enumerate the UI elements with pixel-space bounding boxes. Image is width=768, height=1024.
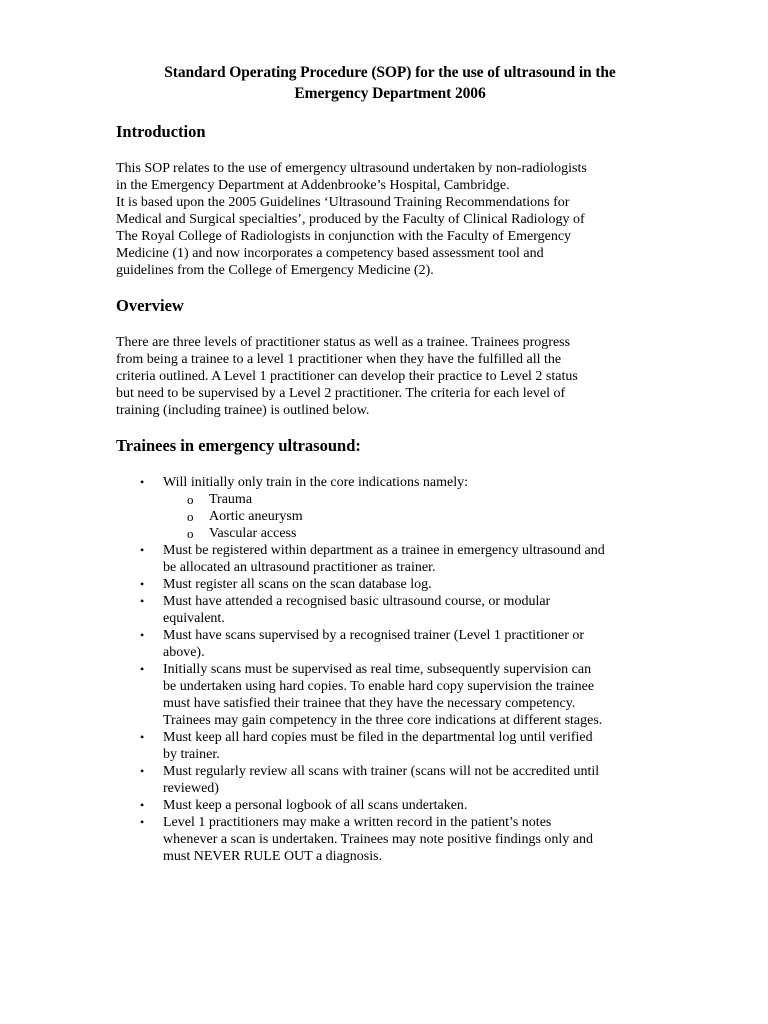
- list-item: [116, 814, 664, 865]
- title-line: Standard Operating Procedure (SOP) for the use of ultrasound in the: [164, 64, 616, 81]
- bullet-icon: •: [140, 628, 145, 642]
- list-item: [116, 763, 664, 797]
- sub-item-text: Aortic aneurysm: [209, 509, 303, 524]
- title-line: Emergency Department 2006: [294, 85, 486, 102]
- text-line: by trainer.: [163, 747, 220, 762]
- text-line: must NEVER RULE OUT a diagnosis.: [163, 849, 383, 864]
- text-line: It is based upon the 2005 Guidelines ‘Ultrasound Training Recommendations for: [116, 195, 570, 210]
- text-line: be undertaken using hard copies. To enable hard copy supervision the trainee: [163, 679, 595, 694]
- introduction-section: [116, 121, 664, 279]
- circle-bullet-icon: o: [187, 492, 194, 507]
- text-line: criteria outlined. A Level 1 practitioner can develop their practice to Level 2 status: [116, 369, 578, 384]
- list-item: [116, 593, 664, 627]
- text-line: Will initially only train in the core indications namely:: [163, 475, 469, 490]
- text-line: from being a trainee to a level 1 practitioner when they have the fulfilled all the: [116, 352, 562, 367]
- core-indications-list: [163, 491, 664, 542]
- bullet-icon: •: [140, 662, 145, 676]
- overview-paragraph: [116, 334, 664, 419]
- text-line: above).: [163, 645, 205, 660]
- introduction-heading: Introduction: [116, 122, 206, 141]
- text-line: Must regularly review all scans with trainer (scans will not be accredited until: [163, 764, 600, 779]
- list-item: [116, 797, 664, 814]
- sub-item-text: Vascular access: [209, 526, 297, 541]
- circle-bullet-icon: o: [187, 509, 194, 524]
- trainees-bullet-list: [116, 474, 664, 865]
- text-line: in the Emergency Department at Addenbrooke’s Hospital, Cambridge.: [116, 178, 510, 193]
- list-item: [116, 576, 664, 593]
- bullet-icon: •: [140, 798, 145, 812]
- text-line: Level 1 practitioners may make a written record in the patient’s notes: [163, 815, 552, 830]
- text-line: There are three levels of practitioner status as well as a trainee. Trainees progress: [116, 335, 571, 350]
- text-line: Must keep all hard copies must be filed in the departmental log until verified: [163, 730, 593, 745]
- text-line: reviewed): [163, 781, 219, 796]
- list-item: [116, 729, 664, 763]
- overview-section: [116, 295, 664, 419]
- sub-item-text: Trauma: [209, 492, 253, 507]
- text-line: whenever a scan is undertaken. Trainees may note positive findings only and: [163, 832, 594, 847]
- text-line: guidelines from the College of Emergency Medicine (2).: [116, 263, 434, 278]
- text-line: Trainees may gain competency in the three core indications at different stages.: [163, 713, 603, 728]
- text-line: The Royal College of Radiologists in conjunction with the Faculty of Emergency: [116, 229, 572, 244]
- list-item: [116, 661, 664, 729]
- text-line: but need to be supervised by a Level 2 practitioner. The criteria for each level of: [116, 386, 566, 401]
- bullet-icon: •: [140, 543, 145, 557]
- text-line: equivalent.: [163, 611, 225, 626]
- sub-list-item: [163, 508, 664, 525]
- bullet-icon: •: [140, 764, 145, 778]
- bullet-icon: •: [140, 815, 145, 829]
- text-line: Medicine (1) and now incorporates a competency based assessment tool and: [116, 246, 544, 261]
- bullet-icon: •: [140, 730, 145, 744]
- overview-heading: Overview: [116, 296, 184, 315]
- list-item: [116, 542, 664, 576]
- text-line: training (including trainee) is outlined below.: [116, 403, 370, 418]
- text-line: This SOP relates to the use of emergency ultrasound undertaken by non-radiologists: [116, 161, 587, 176]
- text-line: Medical and Surgical specialties’, produced by the Faculty of Clinical Radiology of: [116, 212, 585, 227]
- text-line: be allocated an ultrasound practitioner as trainer.: [163, 560, 436, 575]
- text-line: Must keep a personal logbook of all scans undertaken.: [163, 798, 468, 813]
- circle-bullet-icon: o: [187, 526, 194, 541]
- trainees-section: [116, 435, 664, 865]
- document-title: [116, 62, 664, 104]
- list-item: [116, 627, 664, 661]
- sub-list-item: [163, 525, 664, 542]
- list-item: [116, 474, 664, 542]
- bullet-icon: •: [140, 475, 145, 489]
- sub-list-item: [163, 491, 664, 508]
- text-line: Must have scans supervised by a recognised trainer (Level 1 practitioner or: [163, 628, 585, 643]
- bullet-icon: •: [140, 594, 145, 608]
- text-line: Must be registered within department as a trainee in emergency ultrasound and: [163, 543, 605, 558]
- text-line: Must register all scans on the scan database log.: [163, 577, 432, 592]
- introduction-paragraph: [116, 160, 664, 279]
- bullet-icon: •: [140, 577, 145, 591]
- text-line: Must have attended a recognised basic ultrasound course, or modular: [163, 594, 551, 609]
- text-line: Initially scans must be supervised as real time, subsequently supervision can: [163, 662, 592, 677]
- text-line: must have satisfied their trainee that they have the necessary competency.: [163, 696, 576, 711]
- trainees-heading: Trainees in emergency ultrasound:: [116, 436, 361, 455]
